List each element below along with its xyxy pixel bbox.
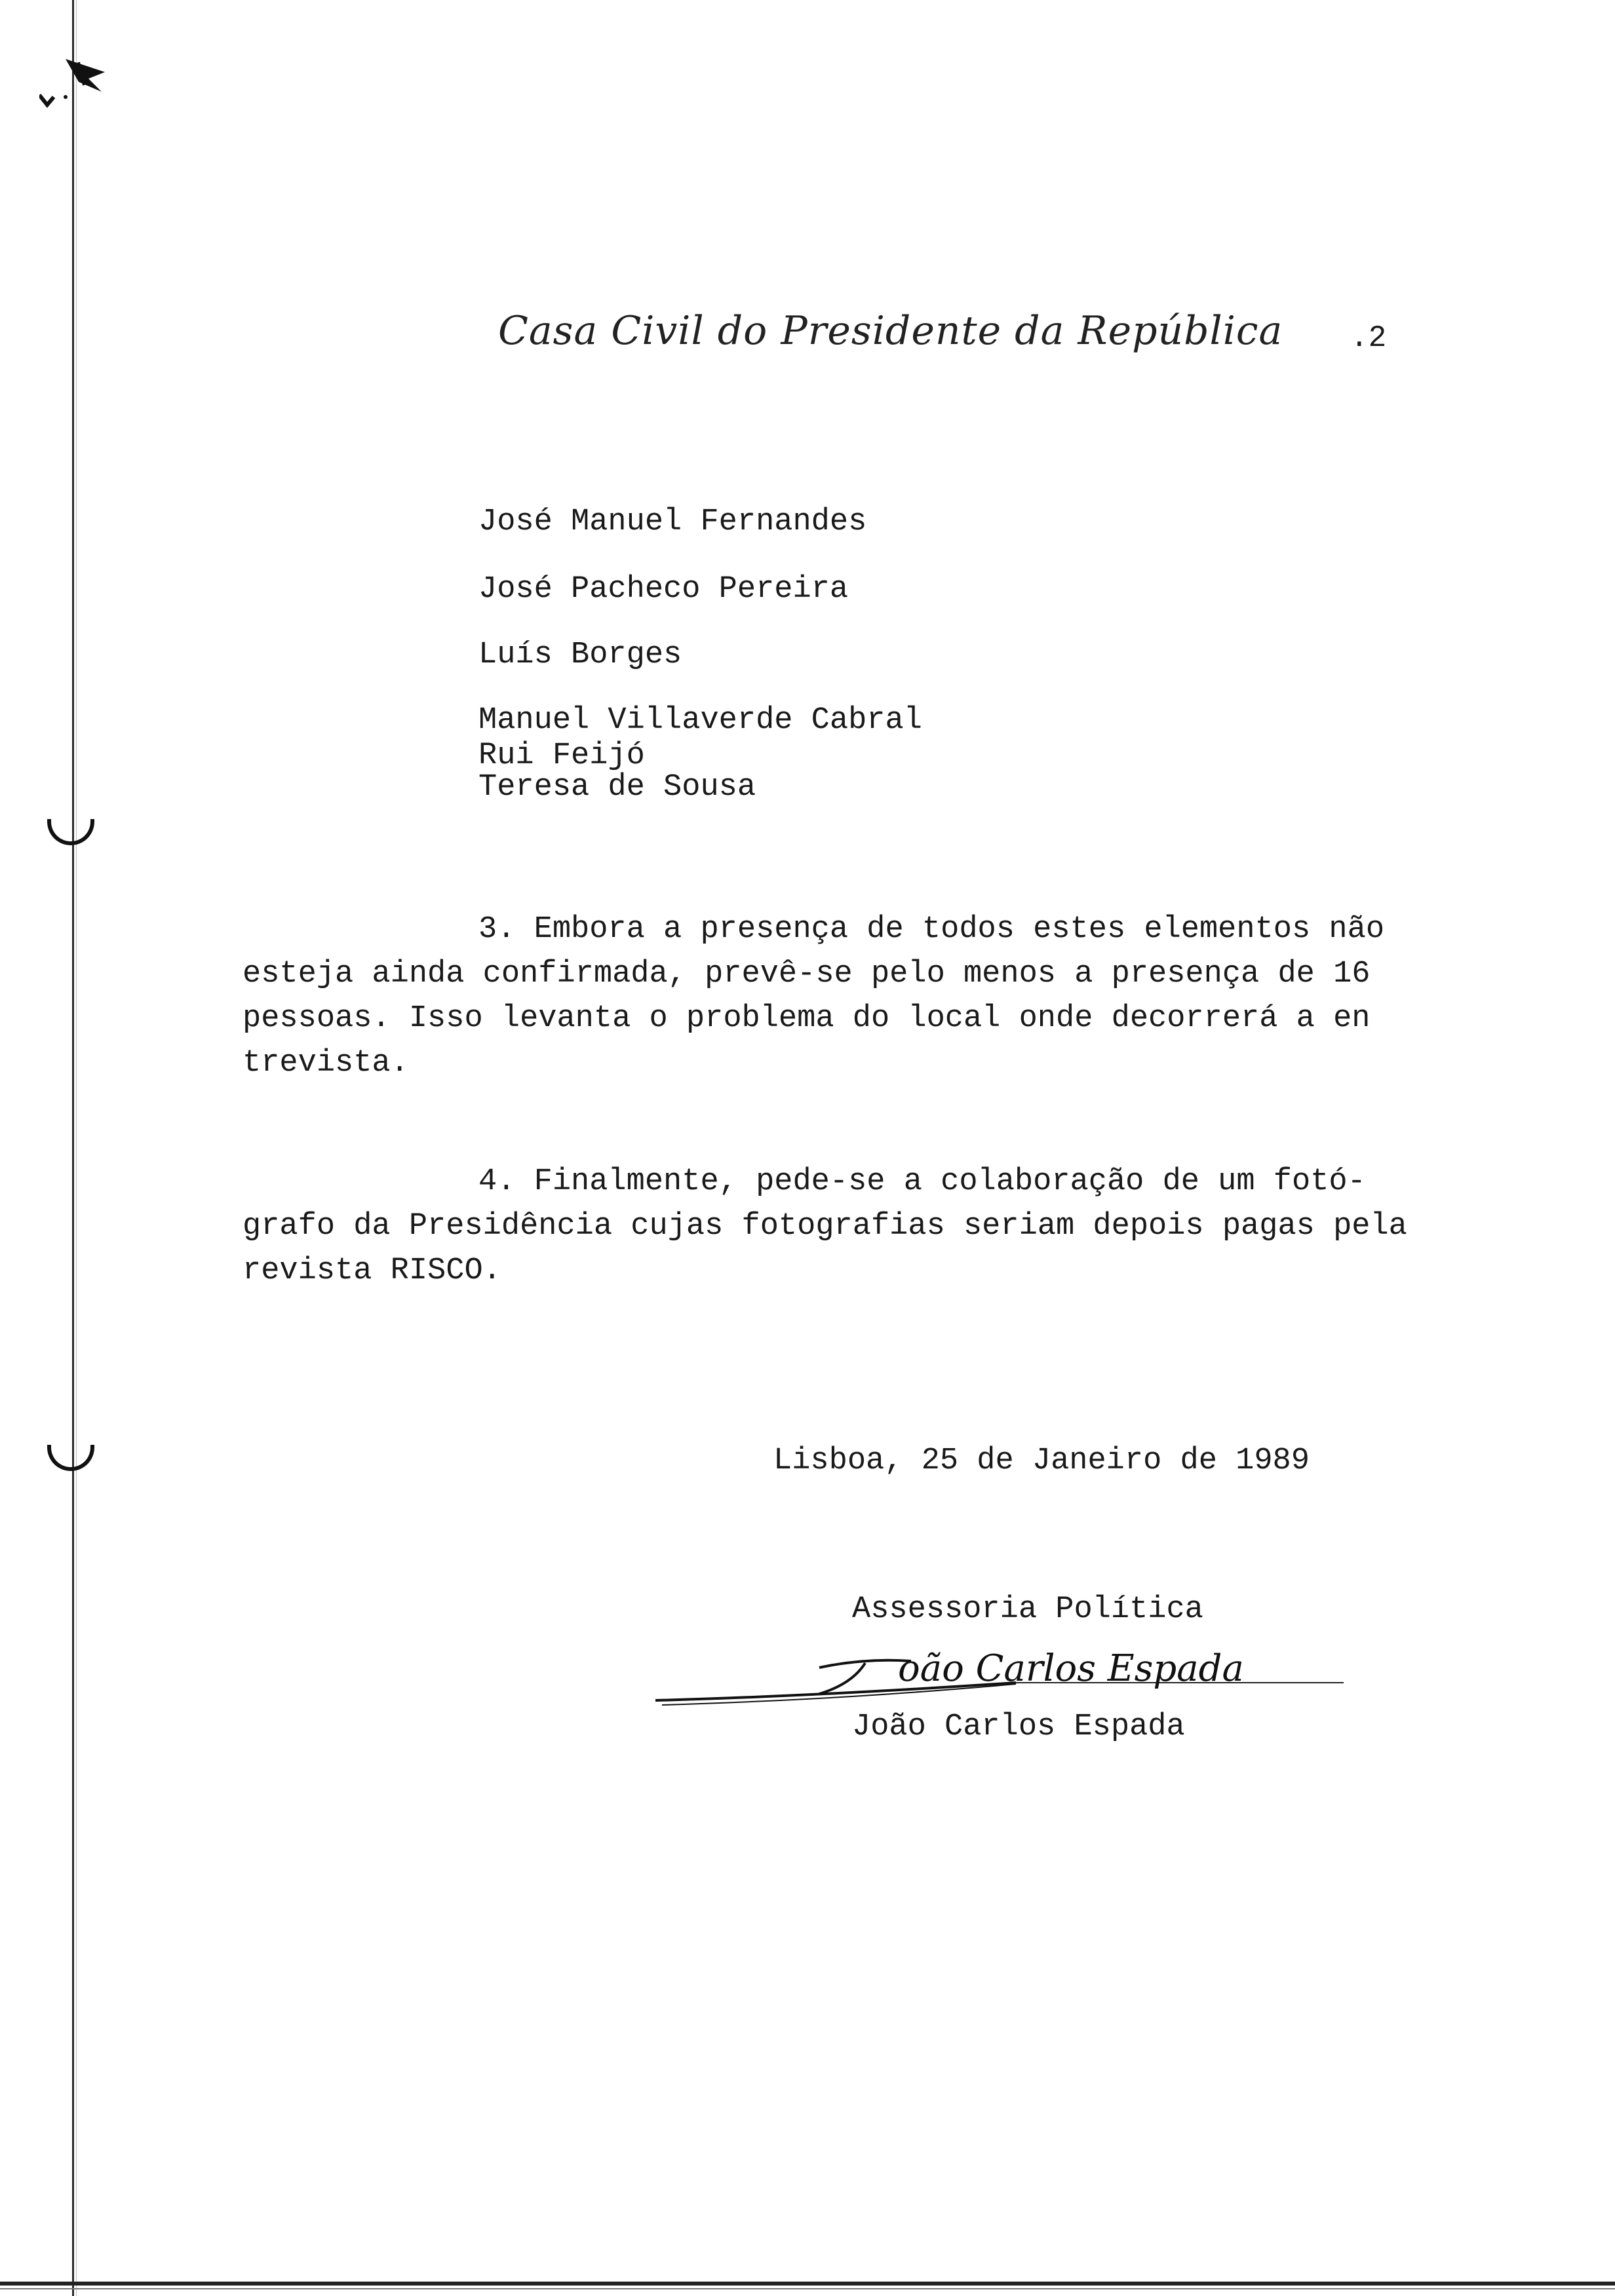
paragraph-3 [243, 908, 1488, 1086]
binding-edge-shadow [76, 0, 77, 2296]
date-line: Lisboa, 25 de Janeiro de 1989 [773, 1444, 1310, 1478]
name-list-item: Teresa de Sousa [478, 770, 756, 805]
name-list-item: José Pacheco Pereira [478, 572, 849, 607]
handwritten-signature [649, 1638, 1357, 1710]
paragraph-line: pessoas. Isso levanta o problema do local onde decorrerá a en [243, 1001, 1371, 1036]
paragraph-4 [243, 1160, 1488, 1293]
svg-text:oão Carlos Espada: oão Carlos Espada [898, 1647, 1244, 1690]
paragraph-line: revista RISCO. [243, 1253, 501, 1288]
punch-hole-mark-bottom [47, 1445, 94, 1471]
name-list-item: Manuel Villaverde Cabral [478, 703, 922, 738]
paragraph-line: grafo da Presidência cujas fotografias seriam depois pagas pela [243, 1209, 1407, 1244]
signatory-name: João Carlos Espada [852, 1710, 1185, 1744]
name-list-item: Luís Borges [478, 638, 682, 672]
binding-edge-line [72, 0, 74, 2296]
page-number: .2 [1350, 321, 1387, 355]
bottom-scan-edge [0, 2282, 1615, 2286]
paragraph-line: 3. Embora a presença de todos estes elementos não [478, 912, 1385, 947]
paragraph-line: trevista. [243, 1046, 409, 1081]
name-list-item: José Manuel Fernandes [478, 505, 867, 539]
staple-mark-icon [39, 39, 118, 111]
name-list-item: Rui Feijó [478, 738, 645, 773]
letterhead: Casa Civil do Presidente da República [498, 308, 1283, 354]
signature-title: Assessoria Política [852, 1592, 1203, 1627]
bottom-scan-edge-shadow [0, 2288, 1615, 2289]
punch-hole-mark-top [47, 819, 94, 845]
paragraph-line: esteja ainda confirmada, prevê-se pelo menos a presença de 16 [243, 957, 1371, 991]
paragraph-line: 4. Finalmente, pede-se a colaboração de um fotó- [478, 1164, 1366, 1199]
